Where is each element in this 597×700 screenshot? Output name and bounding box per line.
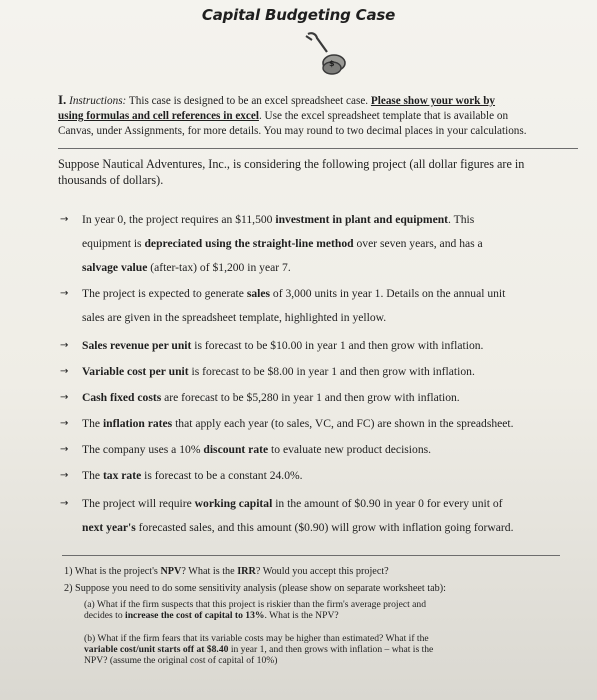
bullet-line: Sales revenue per unit is forecast to be $10.00 in year 1 and then grow with inflation. [82,339,484,352]
bullet-line: salvage value (after-tax) of $1,200 in year 7. [82,261,291,274]
instructions-text2: . Use the excel spreadsheet template that is available on [258,110,509,122]
arrow-bullet-icon: → [60,392,69,403]
arrow-bullet-icon: → [60,340,69,351]
arrow-bullet-icon: → [60,444,69,455]
bullet-line: In year 0, the project requires an $11,500 investment in plant and equipment. This [82,213,475,226]
section-number: I. [58,92,67,107]
bullet-item [58,360,578,384]
bullet-line: The project is expected to generate sales of 3,000 units in year 1. Details on the annual unit [82,287,506,300]
question-2: 2) Suppose you need to do some sensitivity analysis (please show on separate worksheet tab): [64,583,446,594]
intro-line1: Suppose Nautical Adventures, Inc., is considering the following project (all dollar figures are in [58,157,525,171]
bullet-item [58,464,578,488]
assumption-list [58,208,578,540]
instructions-emph2: using formulas and cell references in excel [58,110,259,122]
arrow-bullet-icon: → [60,418,69,429]
bullet-line: equipment is depreciated using the straight-line method over seven years, and has a [82,237,483,250]
instructions-emph1: Please show your work by [370,95,496,107]
bullet-item [58,412,578,436]
questions-block [64,566,564,666]
bullet-item [58,438,578,462]
question-1: 1) What is the project's NPV? What is the IRR? Would you accept this project? [64,566,389,577]
shovel-coin-icon [300,30,348,80]
bullet-line: The inflation rates that apply each year (to sales, VC, and FC) are shown in the spreadsheet. [82,417,514,430]
bullet-line: Cash fixed costs are forecast to be $5,280 in year 1 and then grow with inflation. [82,391,460,404]
arrow-bullet-icon: → [60,470,69,481]
question-2a: (a) What if the firm suspects that this project is riskier than the firm's average project and decides to increase the cost of capital to 13%. What is the NPV? [84,599,427,621]
instructions-label: Instructions: [69,95,127,107]
bullet-line: The project will require working capital in the amount of $0.90 in year 0 for every unit of [82,497,503,510]
divider-bottom [62,555,560,556]
arrow-bullet-icon: → [60,288,69,299]
bullet-line: sales are given in the spreadsheet template, highlighted in yellow. [82,311,387,324]
document-title: Capital Budgeting Case [201,6,396,24]
svg-text:$: $ [329,59,335,68]
instructions-block [58,92,578,139]
bullet-item [58,386,578,410]
divider-top [58,148,578,149]
bullet-item [58,208,578,280]
instructions-text1: This case is designed to be an excel spreadsheet case. [128,95,369,107]
bullet-line: The tax rate is forecast to be a constant 24.0%. [82,469,303,482]
project-intro [58,156,578,188]
intro-line2: thousands of dollars). [58,173,164,187]
question-2b: (b) What if the firm fears that its variable costs may be higher than estimated? What if the variable cost/unit starts off at $8.40 in year 1, and then grows with inflation – what is the NPV? (assume the original cost of capital of 10%) [84,633,434,666]
arrow-bullet-icon: → [60,214,69,225]
bullet-item [58,492,578,540]
bullet-item [58,282,578,330]
bullet-item [58,334,578,358]
instructions-line3: Canvas, under Assignments, for more details. You may round to two decimal places in your calculations. [58,125,527,137]
bullet-line: next year's forecasted sales, and this amount ($0.90) will grow with inflation going forward. [82,521,514,534]
bullet-line: Variable cost per unit is forecast to be $8.00 in year 1 and then grow with inflation. [82,365,475,378]
arrow-bullet-icon: → [60,498,69,509]
arrow-bullet-icon: → [60,366,69,377]
bullet-line: The company uses a 10% discount rate to evaluate new product decisions. [82,443,432,456]
